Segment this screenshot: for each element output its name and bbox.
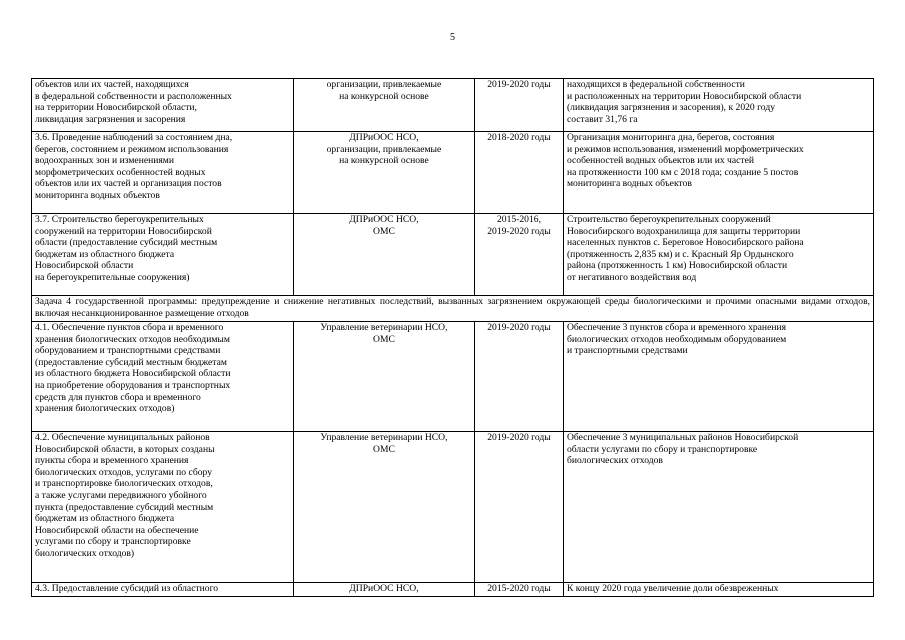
cell-line: Обеспечение 3 муниципальных районов Новосибирской xyxy=(566,432,799,443)
cell-line: области (предоставление субсидий местным xyxy=(35,237,218,249)
result-cell xyxy=(563,132,873,214)
result-cell xyxy=(563,432,873,583)
cell-line: 3.6. Проведение наблюдений за состоянием дна, xyxy=(35,132,233,143)
cell-line: на протяженности 100 км с 2018 года; создание 5 постов xyxy=(566,166,799,178)
task-heading: Задача 4 государственной программы: предупреждение и снижение негативных последствий, вызванных загрязнением окружающей среды биологическими и прочими опасными видами отходов, включая несанкционированное размещение отходов xyxy=(32,296,874,322)
cell-line: и транспортными средствами xyxy=(566,345,688,357)
cell-line: и транспортировке биологических отходов, xyxy=(35,478,213,490)
cell-line: 2019-2020 годы xyxy=(487,225,551,237)
cell-line: в федеральной собственности и расположенных xyxy=(35,90,232,102)
cell-line: Обеспечение 3 пунктов сбора и временного хранения xyxy=(566,322,787,333)
cell-line: Новосибирской области xyxy=(35,260,134,272)
period-cell xyxy=(474,432,563,583)
cell-line: находящихся в федеральной собственности xyxy=(566,79,745,90)
cell-line: Управление ветеринарии НСО, xyxy=(320,322,448,333)
executor-cell xyxy=(293,432,474,583)
cell-line: оборудованием и транспортными средствами xyxy=(35,345,221,357)
cell-line: мониторинга водных объектов xyxy=(566,178,692,190)
cell-line: ликвидация загрязнения и засорения xyxy=(35,113,186,125)
cell-line: средств для пунктов сбора и временного xyxy=(35,391,201,403)
period-cell xyxy=(474,79,563,132)
cell-line: бюджетам из областного бюджета xyxy=(35,248,175,260)
result-cell xyxy=(563,322,873,432)
cell-line: 2019-2020 годы xyxy=(487,79,551,90)
cell-line: на конкурсной основе xyxy=(339,155,429,167)
cell-line: хранения биологических отходов необходимым xyxy=(35,333,230,345)
executor-cell xyxy=(293,322,474,432)
cell-line: и расположенных на территории Новосибирской области xyxy=(566,90,802,102)
cell-line: Новосибирского водохранилища для защиты территории xyxy=(566,225,801,237)
period-cell xyxy=(474,322,563,432)
cell-line: 2015-2020 годы xyxy=(487,583,551,594)
cell-line: ДПРиООС НСО, xyxy=(349,583,419,594)
program-activities-table xyxy=(31,78,874,597)
cell-line: 2019-2020 годы xyxy=(487,322,551,333)
cell-line: и режимов использования, изменений морфометрических xyxy=(566,143,804,155)
cell-line: на территории Новосибирской области, xyxy=(35,102,197,114)
table-row xyxy=(32,583,874,597)
result-cell xyxy=(563,79,873,132)
activity-cell xyxy=(32,214,294,296)
table-row xyxy=(32,214,874,296)
table-row xyxy=(32,132,874,214)
cell-line: а также услугами передвижного убойного xyxy=(35,489,207,501)
result-cell xyxy=(563,214,873,296)
activity-cell xyxy=(32,583,294,597)
cell-line: Строительство берегоукрепительных сооружений xyxy=(566,214,771,225)
table-row xyxy=(32,79,874,132)
cell-line: (протяженность 2,835 км) и с. Красный Яр Ордынского xyxy=(566,248,794,260)
cell-line: 4.3. Предоставление субсидий из областного xyxy=(35,583,219,594)
cell-line: бюджетам из областного бюджета xyxy=(35,513,175,525)
period-cell xyxy=(474,132,563,214)
cell-line: 4.2. Обеспечение муниципальных районов xyxy=(35,432,210,443)
cell-line: (ликвидация загрязнения и засорения), к 2020 году xyxy=(566,102,776,114)
table-body xyxy=(32,79,874,597)
cell-line: услугами по сбору и транспортировке xyxy=(35,536,191,548)
cell-line: 4.1. Обеспечение пунктов сбора и временного xyxy=(35,322,224,333)
executor-cell xyxy=(293,79,474,132)
cell-line: 2018-2020 годы xyxy=(487,132,551,143)
cell-line: 2015-2016, xyxy=(497,214,541,225)
period-cell xyxy=(474,583,563,597)
cell-line: особенностей водных объектов или их частей xyxy=(566,155,754,167)
cell-line: биологических отходов) xyxy=(35,547,135,559)
activity-cell xyxy=(32,132,294,214)
cell-line: биологических отходов необходимым оборудованием xyxy=(566,333,787,345)
cell-line: ОМС xyxy=(373,443,395,455)
cell-line: сооружений на территории Новосибирской xyxy=(35,225,212,237)
cell-line: (предоставление субсидий местным бюджетам xyxy=(35,356,227,368)
table-row xyxy=(32,432,874,583)
period-cell xyxy=(474,214,563,296)
cell-line: из областного бюджета Новосибирской области xyxy=(35,368,231,380)
cell-line: 3.7. Строительство берегоукрепительных xyxy=(35,214,204,225)
cell-line: населенных пунктов с. Береговое Новосибирского района xyxy=(566,237,804,249)
cell-line: Новосибирской области, в которых созданы xyxy=(35,443,215,455)
cell-line: хранения биологических отходов) xyxy=(35,403,175,415)
executor-cell xyxy=(293,583,474,597)
cell-line: от негативного воздействия вод xyxy=(566,271,697,283)
cell-line: К концу 2020 года увеличение доли обезвреженных xyxy=(566,583,779,594)
table-row xyxy=(32,322,874,432)
activity-cell xyxy=(32,79,294,132)
executor-cell xyxy=(293,214,474,296)
cell-line: составит 31,76 га xyxy=(566,113,638,125)
cell-line: ОМС xyxy=(373,333,395,345)
cell-line: на берегоукрепительные сооружения) xyxy=(35,271,190,283)
cell-line: 2019-2020 годы xyxy=(487,432,551,443)
cell-line: организации, привлекаемые xyxy=(326,79,442,90)
cell-line: водоохранных зон и изменениями xyxy=(35,155,174,167)
cell-line: области услугами по сбору и транспортировке xyxy=(566,443,758,455)
cell-line: Новосибирской области на обеспечение xyxy=(35,524,199,536)
cell-line: пункты сбора и временного хранения xyxy=(35,455,189,467)
executor-cell xyxy=(293,132,474,214)
cell-line: ДПРиООС НСО, xyxy=(349,214,419,225)
cell-line: морфометрических особенностей водных xyxy=(35,166,206,178)
page-number: 5 xyxy=(450,32,455,43)
cell-line: берегов, состоянием и режимом использования xyxy=(35,143,229,155)
cell-line: пункта (предоставление субсидий местным xyxy=(35,501,214,513)
task-heading-row xyxy=(32,296,874,322)
cell-line: биологических отходов xyxy=(566,455,663,467)
cell-line: Организация мониторинга дна, берегов, состояния xyxy=(566,132,775,143)
cell-line: на конкурсной основе xyxy=(339,90,429,102)
cell-line: на приобретение оборудования и транспортных xyxy=(35,379,231,391)
cell-line: района (протяженность 1 км) Новосибирской области xyxy=(566,260,788,272)
activity-cell xyxy=(32,322,294,432)
cell-line: ДПРиООС НСО, xyxy=(349,132,419,143)
cell-line: мониторинга водных объектов xyxy=(35,189,160,201)
cell-line: организации, привлекаемые xyxy=(326,143,442,155)
cell-line: биологических отходов, услугами по сбору xyxy=(35,466,213,478)
cell-line: ОМС xyxy=(373,225,395,237)
cell-line: объектов или их частей и организация постов xyxy=(35,178,222,190)
cell-line: объектов или их частей, находящихся xyxy=(35,79,189,90)
result-cell xyxy=(563,583,873,597)
cell-line: Управление ветеринарии НСО, xyxy=(320,432,448,443)
activity-cell xyxy=(32,432,294,583)
